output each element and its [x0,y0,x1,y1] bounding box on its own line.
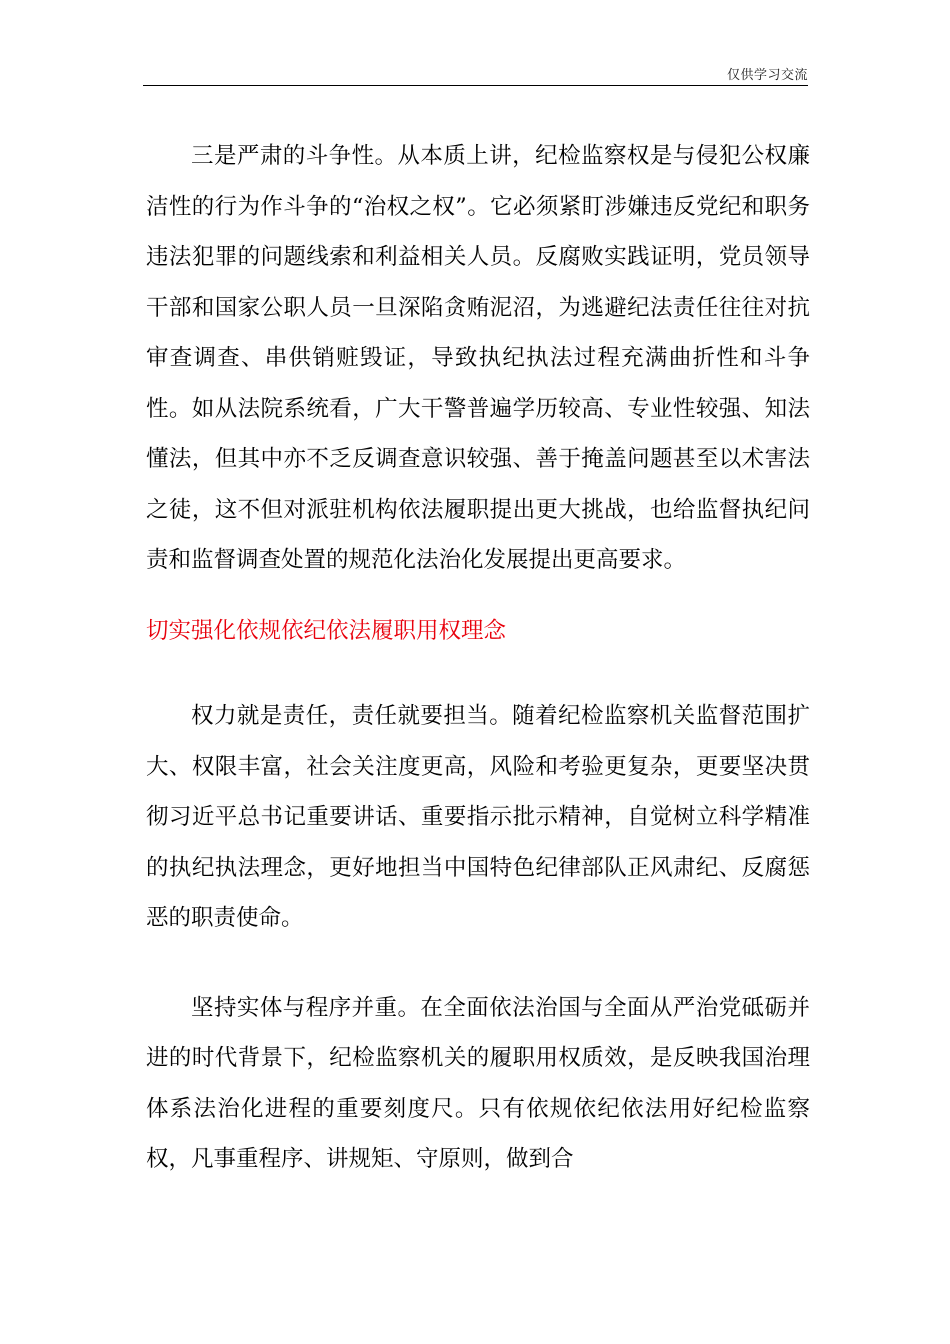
section-heading: 切实强化依规依纪依法履职用权理念 [146,617,507,644]
document-body [146,131,810,1185]
header-rule [143,85,808,86]
paragraph-struggle: 三是严肃的斗争性。从本质上讲，纪检监察权是与侵犯公权廉洁性的行为作斗争的“治权之权”。它必须紧盯涉嫌违反党纪和职务违法犯罪的问题线索和利益相关人员。反腐败实践证明，党员领导干部和国家公职人员一旦深陷贪贿泥沼，为逃避纪法责任往往对抗审查调查、串供销赃毁证，导致执纪执法过程充满曲折性和斗争性。如从法院系统看，广大干警普遍学历较高、专业性较强、知法懂法，但其中亦不乏反调查意识较强、善于掩盖问题甚至以术害法之徒，这不但对派驻机构依法履职提出更大挑战，也给监督执纪问责和监督调查处置的规范化法治化发展提出更高要求。 [146,143,810,573]
paragraph-substance-procedure: 坚持实体与程序并重。在全面依法治国与全面从严治党砥砺并进的时代背景下，纪检监察机关的履职用权质效，是反映我国治理体系法治化进程的重要刻度尺。只有依规依纪依法用好纪检监察权，凡事重程序、讲规矩、守原则，做到合 [146,994,810,1172]
header-label: 仅供学习交流 [726,68,808,83]
paragraph-responsibility: 权力就是责任，责任就要担当。随着纪检监察机关监督范围扩大、权限丰富，社会关注度更高，风险和考验更复杂，更要坚决贯彻习近平总书记重要讲话、重要指示批示精神，自觉树立科学精准的执纪执法理念，更好地担当中国特色纪律部队正风肃纪、反腐惩恶的职责使命。 [146,703,810,931]
